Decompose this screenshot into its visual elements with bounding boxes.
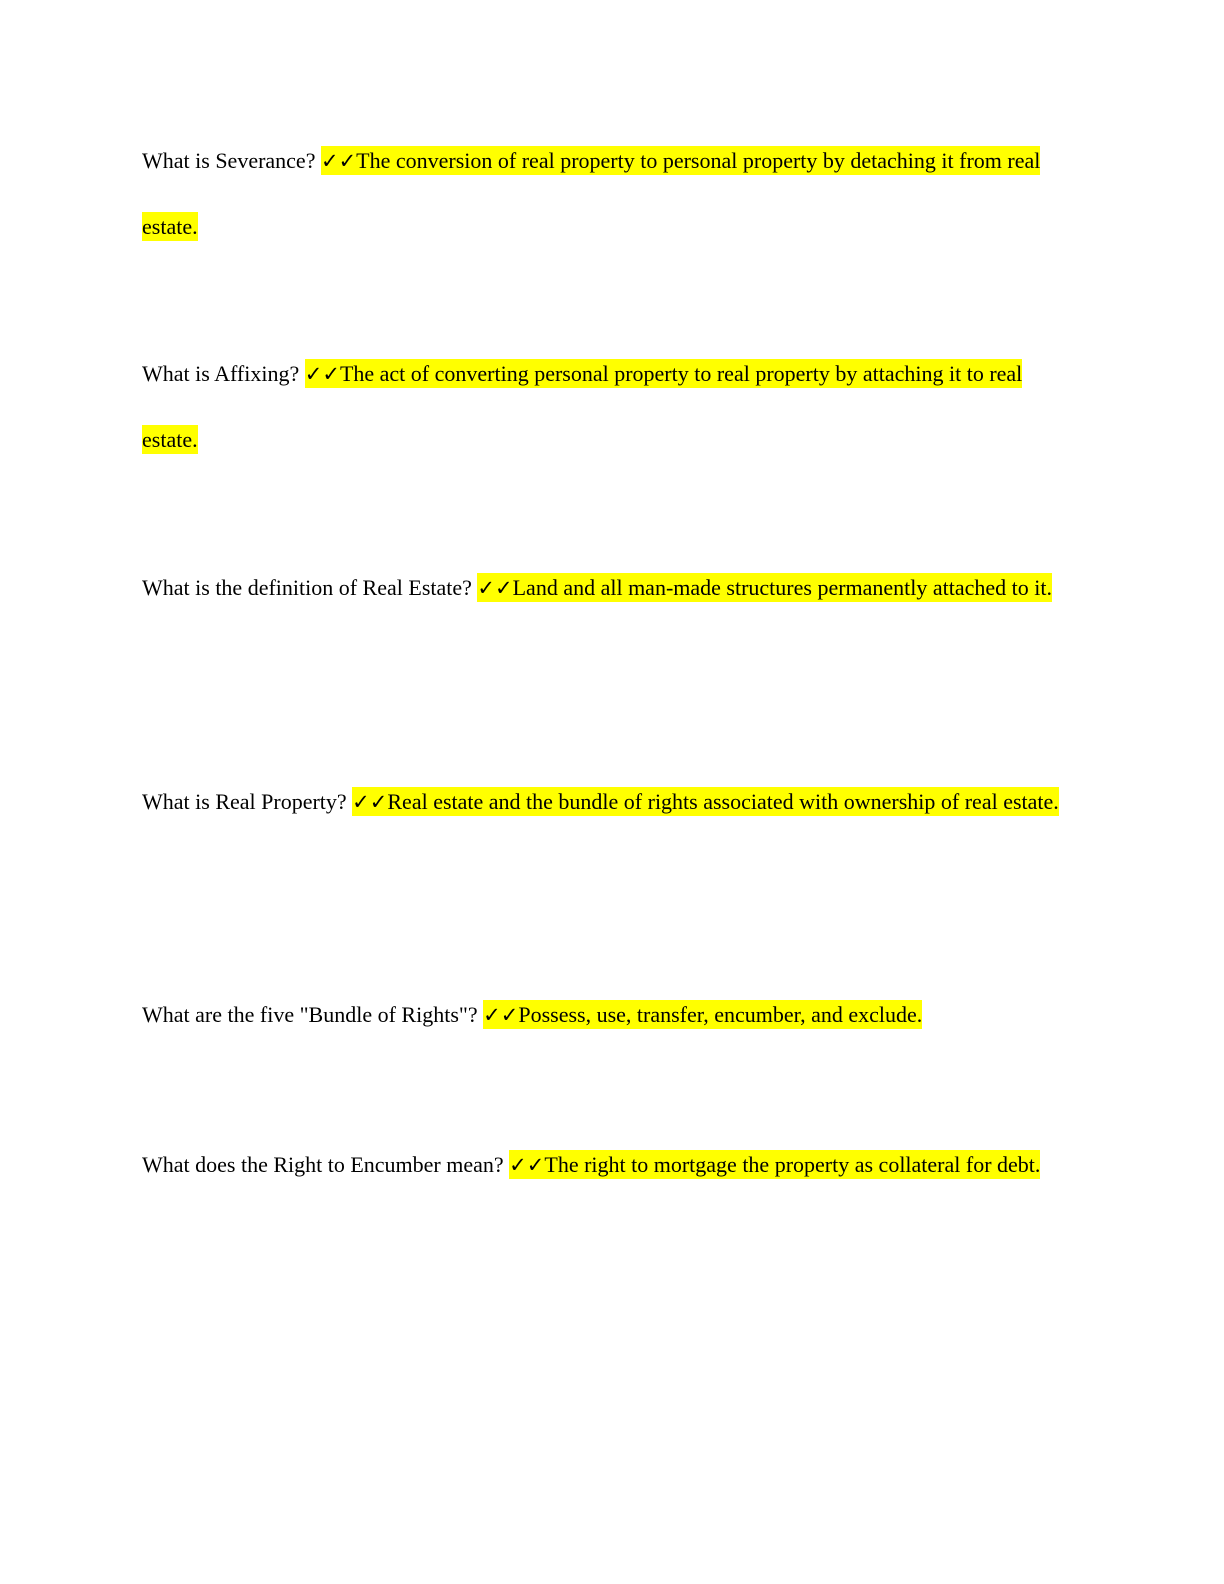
answer-text: The conversion of real property to personal property by detaching it from real estate. [142, 148, 1041, 239]
answer-highlight [477, 573, 1052, 602]
qa-entry-real-estate [142, 555, 1082, 621]
answer-text: The act of converting personal property to real property by attaching it to real estate. [142, 361, 1023, 452]
answer-highlight [509, 1150, 1040, 1179]
question-text: What are the five "Bundle of Rights"? [142, 1002, 484, 1027]
double-check-icon: ✓✓ [352, 790, 388, 814]
double-check-icon: ✓✓ [483, 1003, 519, 1027]
question-text: What does the Right to Encumber mean? [142, 1152, 510, 1177]
double-check-icon: ✓✓ [320, 149, 357, 173]
question-text: What is the definition of Real Estate? [142, 575, 478, 600]
answer-text: Real estate and the bundle of rights associated with ownership of real estate. [387, 789, 1059, 814]
qa-entry-affixing [142, 341, 1082, 472]
answer-highlight [483, 1000, 922, 1029]
question-text: What is Affixing? [142, 361, 305, 386]
qa-entry-severance [142, 128, 1082, 259]
double-check-icon: ✓✓ [477, 576, 513, 600]
question-text: What is Severance? [142, 148, 321, 173]
qa-entry-right-to-encumber [142, 1132, 1082, 1198]
answer-text: Possess, use, transfer, encumber, and exclude. [518, 1002, 923, 1027]
qa-entry-bundle-of-rights [142, 982, 1082, 1048]
double-check-icon: ✓✓ [509, 1153, 545, 1177]
qa-entry-real-property [142, 769, 1082, 835]
question-text: What is Real Property? [142, 789, 353, 814]
answer-text: The right to mortgage the property as collateral for debt. [544, 1152, 1041, 1177]
answer-highlight [352, 787, 1059, 816]
double-check-icon: ✓✓ [304, 362, 340, 386]
answer-text: Land and all man-made structures permanently attached to it. [512, 575, 1053, 600]
